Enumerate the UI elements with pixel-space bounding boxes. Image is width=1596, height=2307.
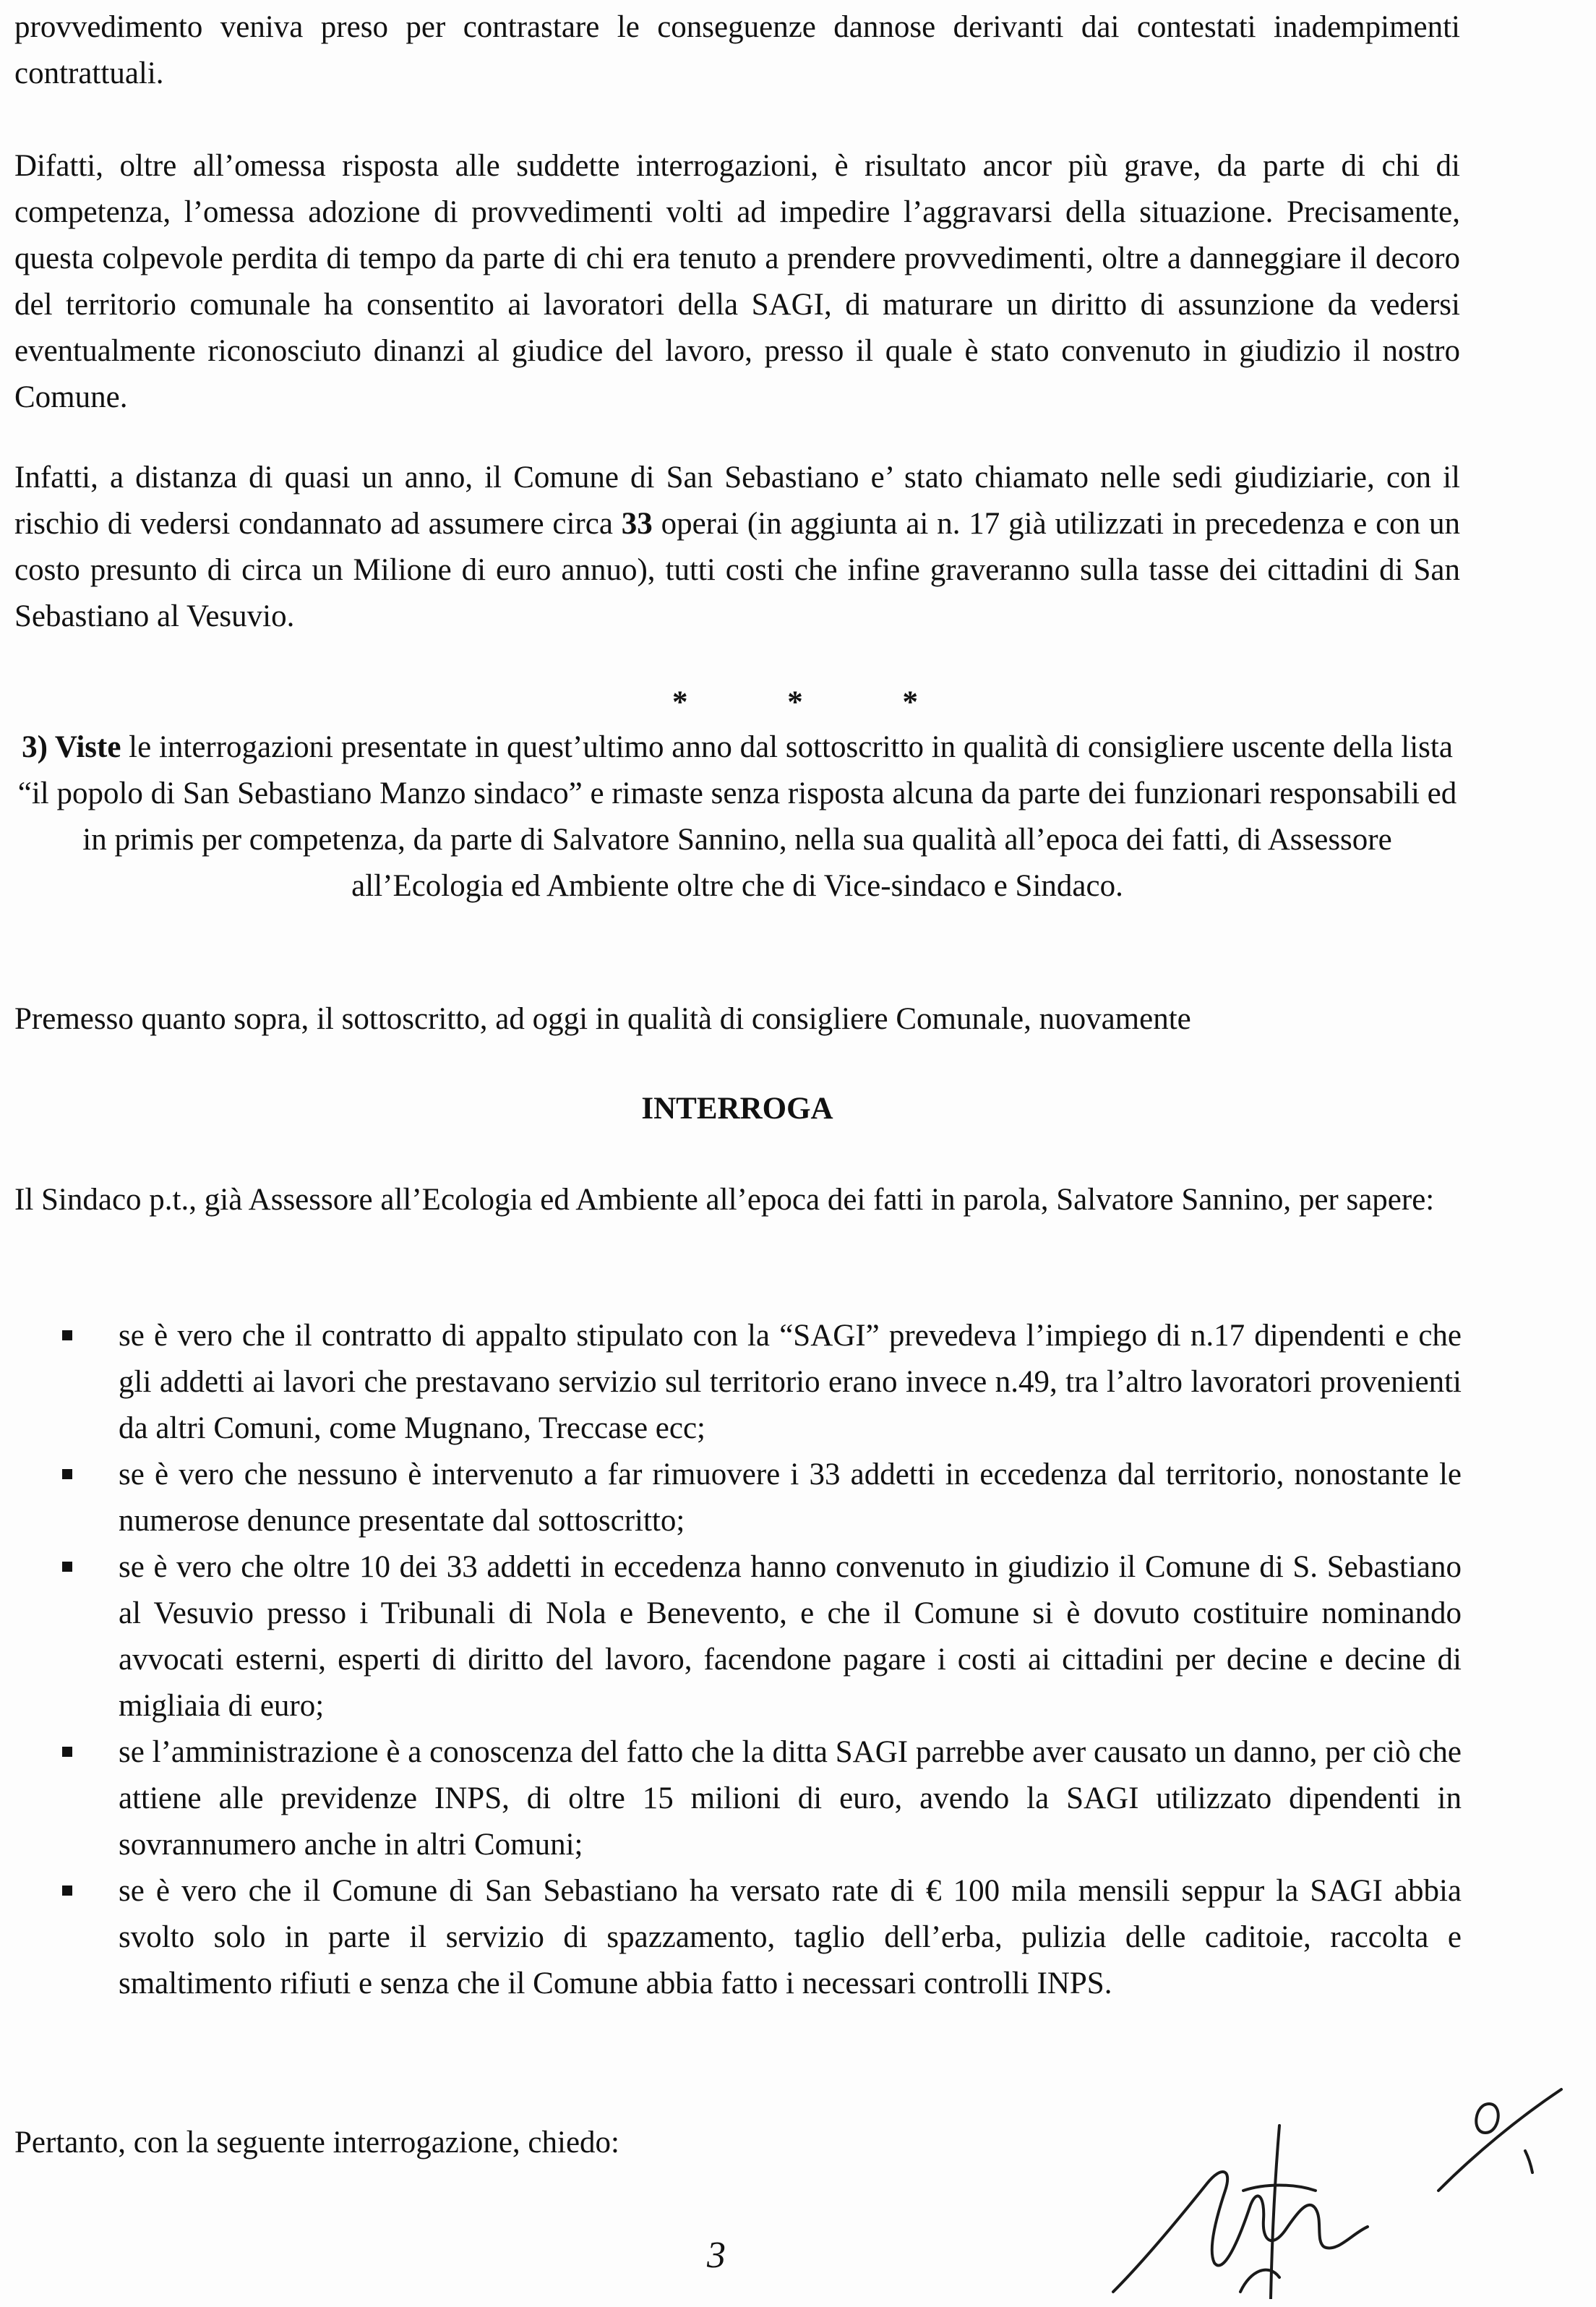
section-separator bbox=[672, 680, 918, 726]
page-number: 3 bbox=[707, 2235, 726, 2276]
handwritten-signature bbox=[1099, 2082, 1576, 2299]
heading-interroga: INTERROGA bbox=[641, 1092, 833, 1126]
paragraph-difatti: Difatti, oltre all’omessa risposta alle suddette interrogazioni, è risultato ancor più grave, da parte di chi di competenza, l’omessa adozione di provvedimenti volti ad impedire l’aggravarsi della situazione. Precisamente, questa colpevole perdita di tempo da parte di chi era tenuto a prendere provvedimenti, oltre a danneggiare il decoro del territorio comunale ha consentito ai lavoratori della SAGI, di maturare un diritto di assunzione da vedersi eventualmente riconosciuto dinanzi al giudice del lavoro, presso il quale è stato convenuto in giudizio il nostro Comune. bbox=[14, 149, 1460, 414]
list-item bbox=[62, 1544, 1462, 1729]
list-item-text: se è vero che il contratto di appalto stipulato con la “SAGI” prevedeva l’impiego di n.17 dipendenti e che gli addetti ai lavori che prestavano servizio sul territorio erano invece n.49, tra l’altro lavoratori provenienti da altri Comuni, come Mugnano, Treccase ecc; bbox=[119, 1319, 1462, 1445]
list-item-text: se l’amministrazione è a conoscenza del fatto che la ditta SAGI parrebbe aver causato un danno, per ciò che attiene alle previdenze INPS, di oltre 15 milioni di euro, avendo la SAGI utilizzato dipendenti in sovrannumero anche in altri Comuni; bbox=[119, 1735, 1462, 1862]
separator-star-2: * bbox=[787, 685, 803, 719]
paragraph-continuation: provvedimento veniva preso per contrastare le conseguenze dannose derivanti dai contestati inadempimenti contrattuali. bbox=[14, 10, 1460, 90]
separator-star-1: * bbox=[672, 685, 688, 719]
signature-stroke-loop bbox=[1240, 2270, 1279, 2292]
paragraph-infatti-text-after: operai (in aggiunta ai n. 17 già utilizzati in precedenza e con un costo presunto di circa un Milione di euro annuo), tutti costi che infine graveranno sulla tasse dei cittadini di San Sebastiano al Vesuvio. bbox=[14, 507, 1461, 633]
signature-stroke-cross bbox=[1243, 2186, 1316, 2191]
point-3-text: le interrogazioni presentate in quest’ultimo anno dal sottoscritto in qualità di consigliere uscente della lista “il popolo di San Sebastiano Manzo sindaco” e rimaste senza risposta alcuna da parte dei funzionari responsabili ed in primis per competenza, da parte di Salvatore Sannino, nella sua qualità all’epoca dei fatti, di Assessore all’Ecologia ed Ambiente oltre che di Vice-sindaco e Sindaco. bbox=[17, 730, 1457, 903]
signature-initial-slash bbox=[1438, 2089, 1561, 2191]
list-item-text: se è vero che il Comune di San Sebastiano ha versato rate di € 100 mila mensili seppur la SAGI abbia svolto solo in parte il servizio di spazzamento, taglio dell’erba, pulizia delle caditoie, raccolta e smaltimento rifiuti e senza che il Comune abbia fatto i necessari controlli INPS. bbox=[119, 1874, 1462, 2000]
bullet-square-icon bbox=[62, 1747, 72, 1757]
list-item bbox=[62, 1729, 1462, 1868]
paragraph-infatti-bold-number: 33 bbox=[621, 507, 653, 541]
list-item bbox=[62, 1452, 1462, 1544]
signature-stroke-main bbox=[1113, 2172, 1368, 2292]
bullet-square-icon bbox=[62, 1469, 72, 1479]
paragraph-sindaco: Il Sindaco p.t., già Assessore all’Ecologia ed Ambiente all’epoca dei fatti in parola, Salvatore Sannino, per sapere: bbox=[14, 1183, 1435, 1217]
list-item bbox=[62, 1868, 1462, 2007]
question-list bbox=[62, 1313, 1462, 2007]
bullet-square-icon bbox=[62, 1330, 72, 1340]
paragraph-infatti bbox=[14, 455, 1460, 640]
paragraph-infatti-text-before: Infatti, a distanza di quasi un anno, il Comune di San Sebastiano e’ stato chiamato nelle sedi giudiziarie, con il rischio di vedersi condannato ad assumere circa bbox=[14, 461, 1460, 541]
list-item bbox=[62, 1313, 1462, 1452]
paragraph-point-3 bbox=[14, 724, 1460, 909]
bullet-square-icon bbox=[62, 1562, 72, 1572]
separator-star-3: * bbox=[902, 685, 918, 719]
bullet-square-icon bbox=[62, 1886, 72, 1896]
paragraph-pertanto: Pertanto, con la seguente interrogazione, chiedo: bbox=[14, 2126, 619, 2160]
point-3-label: 3) Viste bbox=[22, 730, 121, 764]
signature-initial-circle bbox=[1476, 2104, 1498, 2133]
signature-initial-tick bbox=[1525, 2151, 1532, 2173]
list-item-text: se è vero che nessuno è intervenuto a far rimuovere i 33 addetti in eccedenza dal territorio, nonostante le numerose denunce presentate dal sottoscritto; bbox=[119, 1458, 1462, 1538]
list-item-text: se è vero che oltre 10 dei 33 addetti in eccedenza hanno convenuto in giudizio il Comune di S. Sebastiano al Vesuvio presso i Tribunali di Nola e Benevento, e che il Comune si è dovuto costituire nominando avvocati esterni, esperti di diritto del lavoro, facendone pagare i costi ai cittadini per decine e decine di migliaia di euro; bbox=[119, 1550, 1462, 1723]
paragraph-premesso: Premesso quanto sopra, il sottoscritto, ad oggi in qualità di consigliere Comunale, nuovamente bbox=[14, 1002, 1191, 1036]
